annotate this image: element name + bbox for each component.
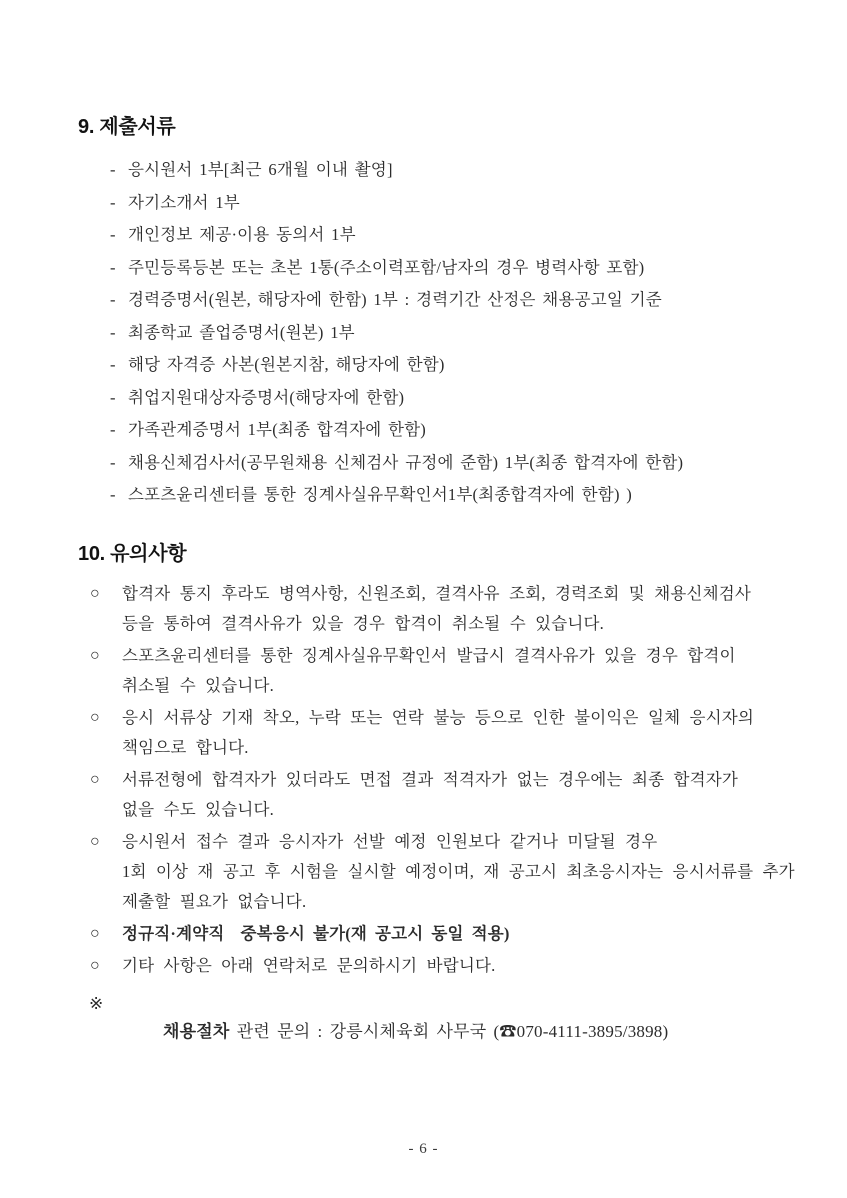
note-line: 제출할 필요가 없습니다. [122,891,307,911]
notes-list [78,579,795,981]
section-submission-documents [78,114,795,512]
reference-mark-icon: ※ [89,993,104,1013]
note-item [78,827,795,917]
note-line: 합격자 통지 후라도 병역사항, 신원조회, 결격사유 조회, 경력조회 및 채용신체검사 [122,583,752,603]
section-9-title: 9. 제출서류 [78,116,176,138]
note-item [78,579,795,639]
note-line: 응시 서류상 기재 착오, 누락 또는 연락 불능 등으로 인한 불이익은 일체 응시자의 [122,707,755,727]
list-item-text: 개인정보 제공·이용 동의서 1부 [128,225,356,244]
list-item-text: 경력증명서(원본, 해당자에 한함) 1부 : 경력기간 산정은 채용공고일 기준 [128,290,662,309]
circle-bullet-icon: ○ [90,957,100,974]
list-item [78,154,795,187]
note-line: 등을 통하여 결격사유가 있을 경우 합격이 취소될 수 있습니다. [122,613,604,633]
list-item-text: 해당 자격증 사본(원본지참, 해당자에 한함) [128,355,445,374]
note-line: 서류전형에 합격자가 있더라도 면접 결과 적격자가 없는 경우에는 최종 합격자가 [122,769,739,789]
note-item [78,641,795,701]
list-item [78,284,795,317]
list-item-text: 가족관계증명서 1부(최종 합격자에 한함) [128,420,426,439]
list-item-text: 채용신체검사서(공무원채용 신체검사 규정에 준함) 1부(최종 합격자에 한함) [128,452,684,472]
contact-footnote [78,990,795,1074]
dash-bullet-icon: - [110,355,116,374]
section-10-title: 10. 유의사항 [78,542,187,565]
list-item [78,187,795,220]
note-line: 응시원서 접수 결과 응시자가 선발 예정 인원보다 같거나 미달될 경우 [122,831,658,851]
dash-bullet-icon: - [110,452,116,472]
circle-bullet-icon: ○ [90,925,100,942]
note-line: 없을 수도 있습니다. [122,799,274,819]
list-item [78,414,795,447]
dash-bullet-icon: - [110,257,116,277]
list-item-text: 최종학교 졸업증명서(원본) 1부 [128,322,355,342]
dash-bullet-icon: - [110,192,116,212]
dash-bullet-icon: - [110,322,116,342]
list-item [78,447,795,480]
list-item-text: 스포츠윤리센터를 통한 징계사실유무확인서1부(최종합격자에 한함) ) [128,485,632,504]
page-number: - 6 - [408,1141,439,1157]
circle-bullet-icon: ○ [90,771,100,788]
list-item [78,219,795,252]
list-item [78,479,795,512]
note-item [78,765,795,825]
note-line: 기타 사항은 아래 연락처로 문의하시기 바랍니다. [122,955,496,975]
list-item-text: 취업지원대상자증명서(해당자에 한함) [128,387,405,407]
circle-bullet-icon: ○ [90,647,100,664]
circle-bullet-icon: ○ [90,585,100,602]
dash-bullet-icon: - [110,387,116,407]
contact-footnote-text: 관련 문의 : 강릉시체육회 사무국 (☎070-4111-3895/3898) [229,1021,669,1041]
list-item [78,382,795,415]
note-line-emphasized: 정규직·계약직 중복응시 불가(재 공고시 동일 적용) [122,923,510,943]
circle-bullet-icon: ○ [90,833,100,850]
dash-bullet-icon: - [110,420,116,439]
list-item-text: 주민등록등본 또는 초본 1통(주소이력포함/남자의 경우 병력사항 포함) [128,257,645,277]
list-item-text: 응시원서 1부[최근 6개월 이내 촬영] [128,160,393,179]
dash-bullet-icon: - [110,160,116,179]
list-item-text: 자기소개서 1부 [128,192,240,212]
note-line: 1회 이상 재 공고 후 시험을 실시할 예정이며, 재 공고시 최초응시자는 응시서류를 추가 [122,861,795,881]
note-line: 스포츠윤리센터를 통한 징계사실유무확인서 발급시 결격사유가 있을 경우 합격이 [122,645,736,665]
submission-documents-list [78,154,795,512]
note-item [78,703,795,763]
note-line: 취소될 수 있습니다. [122,675,274,695]
note-line: 책임으로 합니다. [122,737,249,757]
note-item [78,951,795,981]
dash-bullet-icon: - [110,225,116,244]
note-item [78,919,795,949]
dash-bullet-icon: - [110,290,116,309]
contact-footnote-bold: 채용절차 [163,1021,230,1041]
section-notes [78,541,795,981]
circle-bullet-icon: ○ [90,709,100,726]
list-item [78,317,795,350]
list-item [78,252,795,285]
list-item [78,349,795,382]
dash-bullet-icon: - [110,485,116,504]
